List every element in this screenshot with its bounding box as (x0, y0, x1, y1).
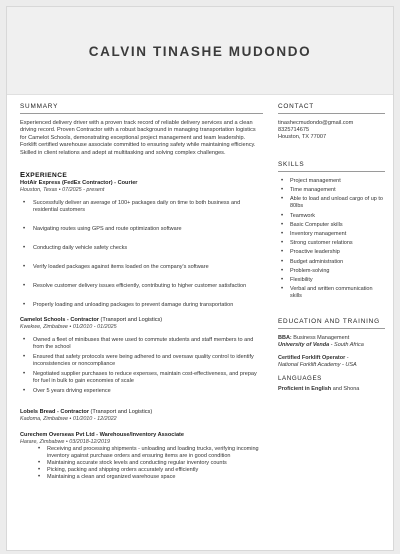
job-bullet: • Ensured that safety protocols were being adhered to and oversaw quality control to identify inconsistencies or noncompliance (20, 354, 263, 368)
skill-item: • Problem-solving (278, 268, 385, 275)
skills-section (278, 161, 385, 300)
skill-item: • Basic Computer skills (278, 222, 385, 229)
skills-heading: SKILLS (278, 161, 385, 172)
summary-section (20, 103, 263, 157)
skill-item: • Proactive leadership (278, 249, 385, 256)
job-bullet: • Conducting daily vehicle safety checks (20, 245, 263, 252)
contact-location: Houston, TX 77007 (278, 134, 327, 140)
education-section (278, 318, 385, 369)
job-title: Camelot Schools - Contractor (Transport and Logistics) (20, 317, 163, 324)
job-meta: Kadoma, Zimbabwe • 01/2010 - 12/2022 (20, 416, 117, 423)
job-title: Lobels Bread - Contractor (Transport and Logistics) (20, 409, 153, 416)
education-heading: EDUCATION AND TRAINING (278, 318, 385, 329)
job-bullet: • Over 5 years driving experience (20, 388, 263, 395)
right-column (278, 103, 385, 392)
job-bullet: • Owned a fleet of minibuses that were used to commute students and staff members to and from the school (20, 337, 263, 351)
job-bullets (20, 337, 263, 395)
contact-email: tinashecmudondo@gmail.com (278, 120, 354, 126)
education-item: Certified Forklift Operator - National Forklift Academy - USA (278, 355, 357, 369)
skill-item: • Able to load and unload cargo of up to 80lbs (278, 196, 385, 210)
education-item: BBA: Business Management University of Venda - South Africa (278, 335, 364, 349)
skills-list (278, 178, 385, 300)
job-entry (20, 432, 263, 481)
job-bullet: • Navigating routes using GPS and route optimization software (20, 226, 263, 233)
job-bullet: • Properly loading and unloading packages to prevent damage during transportation (20, 302, 263, 309)
job-meta: Harare, Zimbabwe • 03/2018-12/2019 (20, 439, 110, 446)
skill-item: • Inventory management (278, 231, 385, 238)
job-title: HotAir Express (FedEx Contractor) - Courier (20, 180, 138, 187)
job-bullet: • Resolve customer delivery issues efficiently, contributing to higher customer satisfaction (20, 283, 263, 290)
resume-header (7, 7, 393, 95)
job-bullet: • Maintaining a clean and organized warehouse space (20, 474, 263, 481)
job-bullet: • Negotiated supplier purchases to reduce expenses, maintain cost-effectiveness, and prepay for fuel in bulk to gain economies of scale (20, 371, 263, 385)
job-bullet: • Successfully deliver an average of 100+ packages daily on time to both business and residential customers (20, 200, 263, 214)
languages-section (278, 375, 385, 392)
job-bullets (20, 200, 263, 309)
experience-heading-rest: XPERIENCE (25, 172, 68, 180)
job-bullet: • Picking, packing and shipping orders accurately and efficiently (20, 467, 263, 474)
resume-page (6, 6, 394, 551)
skill-item: • Flexibility (278, 277, 385, 284)
candidate-name: CALVIN TINASHE MUDONDO (88, 44, 312, 59)
contact-section (278, 103, 385, 141)
skill-item: • Budget administration (278, 259, 385, 266)
skill-item: • Teamwork (278, 213, 385, 220)
job-title: Curechem Overseas Pvt Ltd - Warehouse/Inventory Associate (20, 432, 185, 439)
summary-heading: SUMMARY (20, 103, 263, 114)
skill-item: • Project management (278, 178, 385, 185)
skill-item: • Strong customer relations (278, 240, 385, 247)
skill-item: • Verbal and written communication skills (278, 286, 385, 300)
contact-heading: CONTACT (278, 103, 385, 114)
summary-text: Experienced delivery driver with a proven track record of reliable delivery services and a clean driving record. Proven Contractor with a robust background in managing transportation logistics for Camelot Schools, demonstrating exceptional project management and team leadership. Forklift certified warehouse associate committed to ensuring safety while maintaining efficiency. Skilled in client relations and adept at multitasking and solving complex challenges. (20, 120, 256, 156)
skill-item: • Time management (278, 187, 385, 194)
job-entry (20, 409, 263, 423)
experience-heading (20, 170, 263, 179)
job-meta: Houston, Texas • 07/2025 - present (20, 187, 105, 194)
left-column (20, 103, 263, 481)
experience-heading-initial: E (20, 170, 26, 180)
languages-text: Proficient in English and Shona (278, 386, 360, 393)
job-bullet: • Verify loaded packages against items loaded on the company's software (20, 264, 263, 271)
contact-phone: 8325714675 (278, 127, 310, 133)
job-bullet: • Receiving and processing shipments - unloading and loading trucks, verifying incoming inventory against purchase orders and ensuring items are in good condition (20, 446, 263, 460)
job-entry (20, 317, 263, 395)
job-meta: Kwekwe, Zimbabwe • 01/2010 - 01/2025 (20, 324, 117, 331)
job-entry (20, 180, 263, 309)
job-bullet: • Maintaining accurate stock levels and conducting regular inventory counts (20, 460, 263, 467)
job-bullets (20, 446, 263, 481)
languages-heading: LANGUAGES (278, 375, 322, 383)
